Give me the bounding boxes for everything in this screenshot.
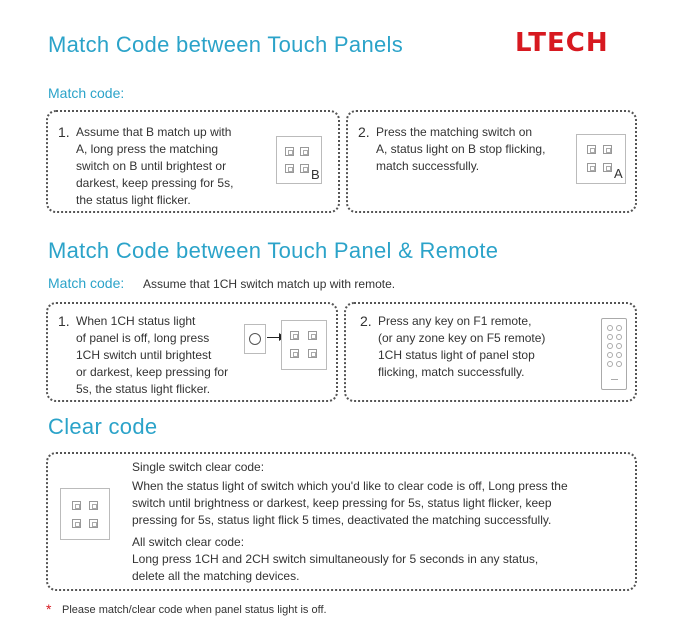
remote-control-icon [601, 318, 627, 390]
page-title: Match Code between Touch Panels [48, 32, 404, 57]
panel-key-icon [587, 163, 596, 172]
touch-panel [60, 488, 110, 540]
step-line: 5s, the status light flicker. [76, 382, 211, 396]
step-line: When 1CH status light [76, 314, 196, 328]
panel-key-icon [285, 147, 294, 156]
panel-label: A [614, 166, 623, 181]
section-title-remote: Match Code between Touch Panel & Remote [48, 238, 499, 263]
clear-line: pressing for 5s, status light flick 5 times, deactivated the matching successfully. [132, 513, 552, 527]
panel-key-icon [290, 349, 299, 358]
step-number: 1. [58, 124, 70, 140]
step-line: Press the matching switch on [376, 125, 533, 139]
step-line: or darkest, keep pressing for [76, 365, 229, 379]
panel-key-icon [89, 501, 98, 510]
step-box-remote [344, 302, 637, 402]
clear-code-text [132, 459, 632, 585]
step-line: of panel is off, long press [76, 331, 210, 345]
footer-note: Please match/clear code when panel status light is off. [62, 604, 327, 616]
panel-key-icon [285, 164, 294, 173]
asterisk-icon: * [46, 601, 52, 617]
match-code-description: Assume that 1CH switch match up with remote. [143, 277, 396, 291]
panel-key-icon [300, 147, 309, 156]
panel-key-icon [308, 349, 317, 358]
touch-panel [281, 320, 327, 370]
step-box-panel-b [46, 110, 340, 213]
panel-key-icon [308, 331, 317, 340]
step-line: A, status light on B stop flicking, [376, 142, 546, 156]
step-line: Assume that B match up with [76, 125, 232, 139]
panel-key-icon [72, 519, 81, 528]
step-box-panel-a [346, 110, 637, 213]
ltech-logo: LTECH [515, 28, 609, 58]
step-line: 1CH status light of panel stop [378, 348, 535, 362]
step-line: flicking, match successfully. [378, 365, 525, 379]
clear-line: switch until brightness or darkest, keep pressing for 5s, status light flicker, keep [132, 496, 552, 510]
step-line: 1CH switch until brightest [76, 348, 212, 362]
clear-code-box [46, 452, 637, 591]
panel-key-icon [603, 145, 612, 154]
clear-line: Long press 1CH and 2CH switch simultaneously for 5 seconds in any status, [132, 552, 539, 566]
all-clear-heading: All switch clear code: [132, 535, 245, 549]
step-number: 1. [58, 313, 70, 329]
step-line: match successfully. [376, 159, 480, 173]
step-number: 2. [358, 124, 370, 140]
step-text [76, 313, 246, 398]
clear-line: delete all the matching devices. [132, 569, 300, 583]
step-line: switch on B until brightest or [76, 159, 227, 173]
step-box-panel-remote [46, 302, 338, 402]
panel-key-icon [587, 145, 596, 154]
step-line: Press any key on F1 remote, [378, 314, 532, 328]
step-text [76, 124, 264, 209]
panel-label: B [311, 167, 320, 182]
step-line: the status light flicker. [76, 193, 191, 207]
finger-press-icon [244, 324, 266, 354]
panel-key-icon [290, 331, 299, 340]
step-line: A, long press the matching [76, 142, 219, 156]
section-title-clear: Clear code [48, 414, 158, 439]
step-text [376, 124, 576, 175]
match-code-subtitle: Match code: [48, 275, 125, 291]
clear-line: When the status light of switch which you'd like to clear code is off, Long press the [132, 479, 568, 493]
single-clear-heading: Single switch clear code: [132, 460, 265, 474]
touch-panel-a [576, 134, 626, 184]
match-code-subtitle: Match code: [48, 85, 125, 101]
panel-key-icon [300, 164, 309, 173]
step-number: 2. [360, 313, 372, 329]
step-text [378, 313, 588, 381]
panel-key-icon [603, 163, 612, 172]
panel-key-icon [72, 501, 81, 510]
touch-panel-b [276, 136, 322, 184]
step-line: (or any zone key on F5 remote) [378, 331, 546, 345]
panel-key-icon [89, 519, 98, 528]
step-line: darkest, keep pressing for 5s, [76, 176, 234, 190]
